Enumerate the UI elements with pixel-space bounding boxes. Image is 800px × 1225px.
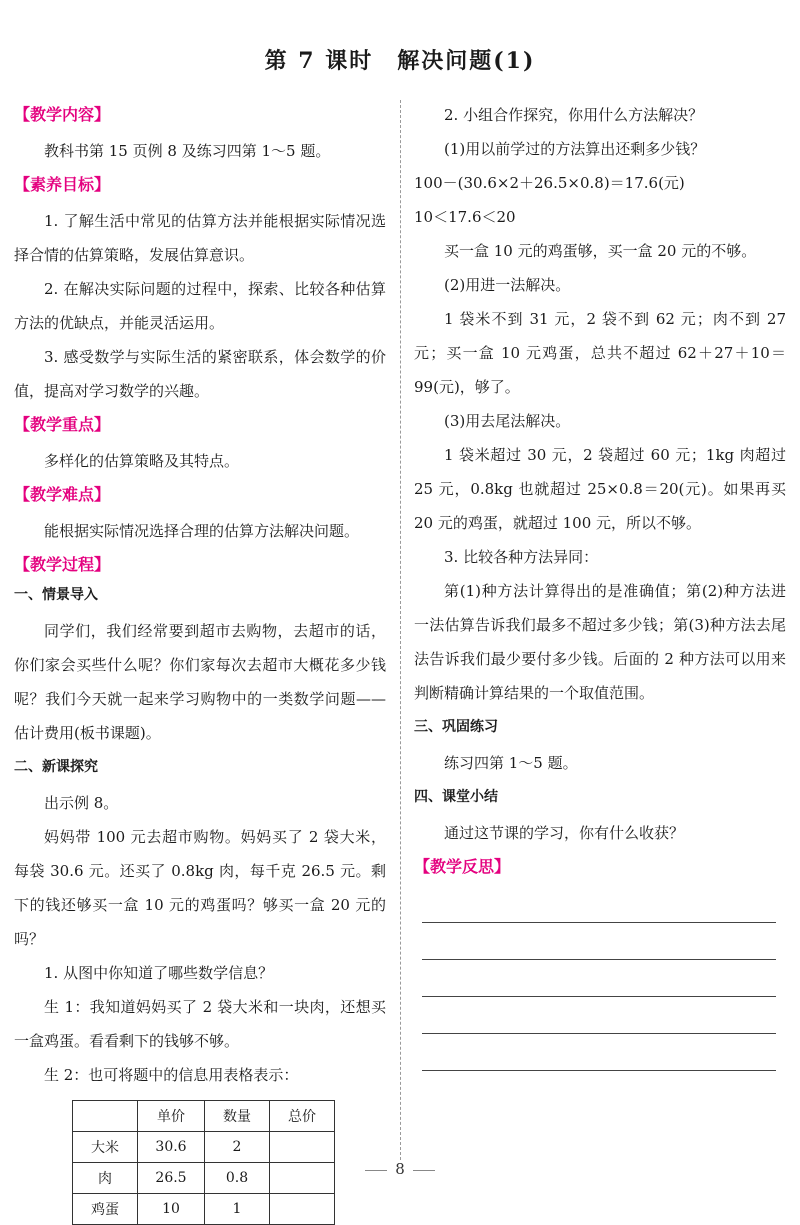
left-column [14,98,386,1225]
method-2-text: 1 袋米不到 31 元，2 袋不到 62 元；肉不到 27 元；买一盒 10 元鸡蛋，总共不超过 62＋27＋10＝99(元)，够了。 [414,310,786,396]
question-3: 3. 比较各种方法异同： [444,548,599,566]
section-goals: 【素养目标】 [14,175,111,194]
method-1-calc: 100－(30.6×2＋26.5×0.8)＝17.6(元) [414,174,685,192]
section-process: 【教学过程】 [14,555,111,574]
table-header-cell: 数量 [205,1101,270,1132]
page-number [0,1160,800,1178]
section-reflection: 【教学反思】 [414,857,511,876]
table-cell: 26.5 [138,1163,205,1194]
page-title: 第 7 课时 解决问题(1) [264,48,536,74]
table-cell [270,1132,335,1163]
table-cell [270,1194,335,1225]
table-header-cell: 总价 [270,1101,335,1132]
table-header-cell: 单价 [138,1101,205,1132]
goal-3: 3. 感受数学与实际生活的紧密联系，体会数学的价值，提高对学习数学的兴趣。 [14,348,386,400]
reflection-line [422,923,776,960]
question-1: 1. 从图中你知道了哪些数学信息？ [44,964,274,982]
table-cell: 大米 [73,1132,138,1163]
method-2-title: (2)用进一法解决。 [444,276,571,294]
method-1-compare: 10＜17.6＜20 [414,208,516,226]
right-column [414,98,786,1071]
reflection-line [422,997,776,1034]
goal-2: 2. 在解决实际问题的过程中，探索、比较各种估算方法的优缺点，并能灵活运用。 [14,280,386,332]
reflection-line [422,886,776,923]
student-1: 生 1：我知道妈妈买了 2 袋大米和一块肉，还想买一盒鸡蛋。看看剩下的钱够不够。 [14,998,386,1050]
problem-text: 妈妈带 100 元去超市购物。妈妈买了 2 袋大米，每袋 30.6 元。还买了 0.8kg 肉，每千克 26.5 元。剩下的钱还够买一盒 10 元的鸡蛋吗？够买一盒 20 元的吗？ [14,828,386,948]
table-cell: 鸡蛋 [73,1194,138,1225]
summary-text: 通过这节课的学习，你有什么收获？ [444,824,685,842]
content-text: 教科书第 15 页例 8 及练习四第 1～5 题。 [44,142,331,160]
method-3-title: (3)用去尾法解决。 [444,412,571,430]
table-cell: 肉 [73,1163,138,1194]
student-2: 生 2：也可将题中的信息用表格表示： [44,1066,299,1084]
page-number-text: 8 [395,1160,405,1178]
table-cell: 1 [205,1194,270,1225]
section-teaching-content: 【教学内容】 [14,105,111,124]
table-cell: 10 [138,1194,205,1225]
table-row [73,1132,335,1163]
compare-text: 第(1)种方法计算得出的是准确值；第(2)种方法进一法估算告诉我们最多不超过多少钱；第(3)种方法去尾法告诉我们最少要付多少钱。后面的 2 种方法可以用来判断精确计算结果的一个取值范围。 [414,582,786,702]
table-cell: 2 [205,1132,270,1163]
key-point-text: 多样化的估算策略及其特点。 [44,452,240,470]
heading-intro: 一、情景导入 [14,587,98,603]
table-row [73,1194,335,1225]
reflection-line [422,960,776,997]
section-difficulty: 【教学难点】 [14,485,111,504]
method-1-title: (1)用以前学过的方法算出还剩多少钱？ [444,140,706,158]
practice-text: 练习四第 1～5 题。 [444,754,578,772]
table-cell: 0.8 [205,1163,270,1194]
column-divider [400,100,401,1160]
goal-1: 1. 了解生活中常见的估算方法并能根据实际情况选择合情的估算策略，发展估算意识。 [14,212,386,264]
question-2: 2. 小组合作探究，你用什么方法解决？ [444,106,704,124]
reflection-line [422,1034,776,1071]
table-cell: 30.6 [138,1132,205,1163]
show-example: 出示例 8。 [44,794,119,812]
heading-summary: 四、课堂小结 [414,789,498,805]
method-3-text: 1 袋米超过 30 元，2 袋超过 60 元；1kg 肉超过 25 元，0.8kg 也就超过 25×0.8＝20(元)。如果再买 20 元的鸡蛋，就超过 100 元，所以不够。 [414,446,786,532]
difficulty-text: 能根据实际情况选择合理的估算方法解决问题。 [44,522,360,540]
intro-text: 同学们，我们经常要到超市去购物，去超市的话，你们家会买些什么呢？你们家每次去超市大概花多少钱呢？我们今天就一起来学习购物中的一类数学问题——估计费用(板书课题)。 [14,622,386,742]
section-key-point: 【教学重点】 [14,415,111,434]
table-header-row [73,1101,335,1132]
heading-new-lesson: 二、新课探究 [14,759,98,775]
heading-practice: 三、巩固练习 [414,719,498,735]
method-1-answer: 买一盒 10 元的鸡蛋够，买一盒 20 元的不够。 [444,242,757,260]
table-header-cell [73,1101,138,1132]
